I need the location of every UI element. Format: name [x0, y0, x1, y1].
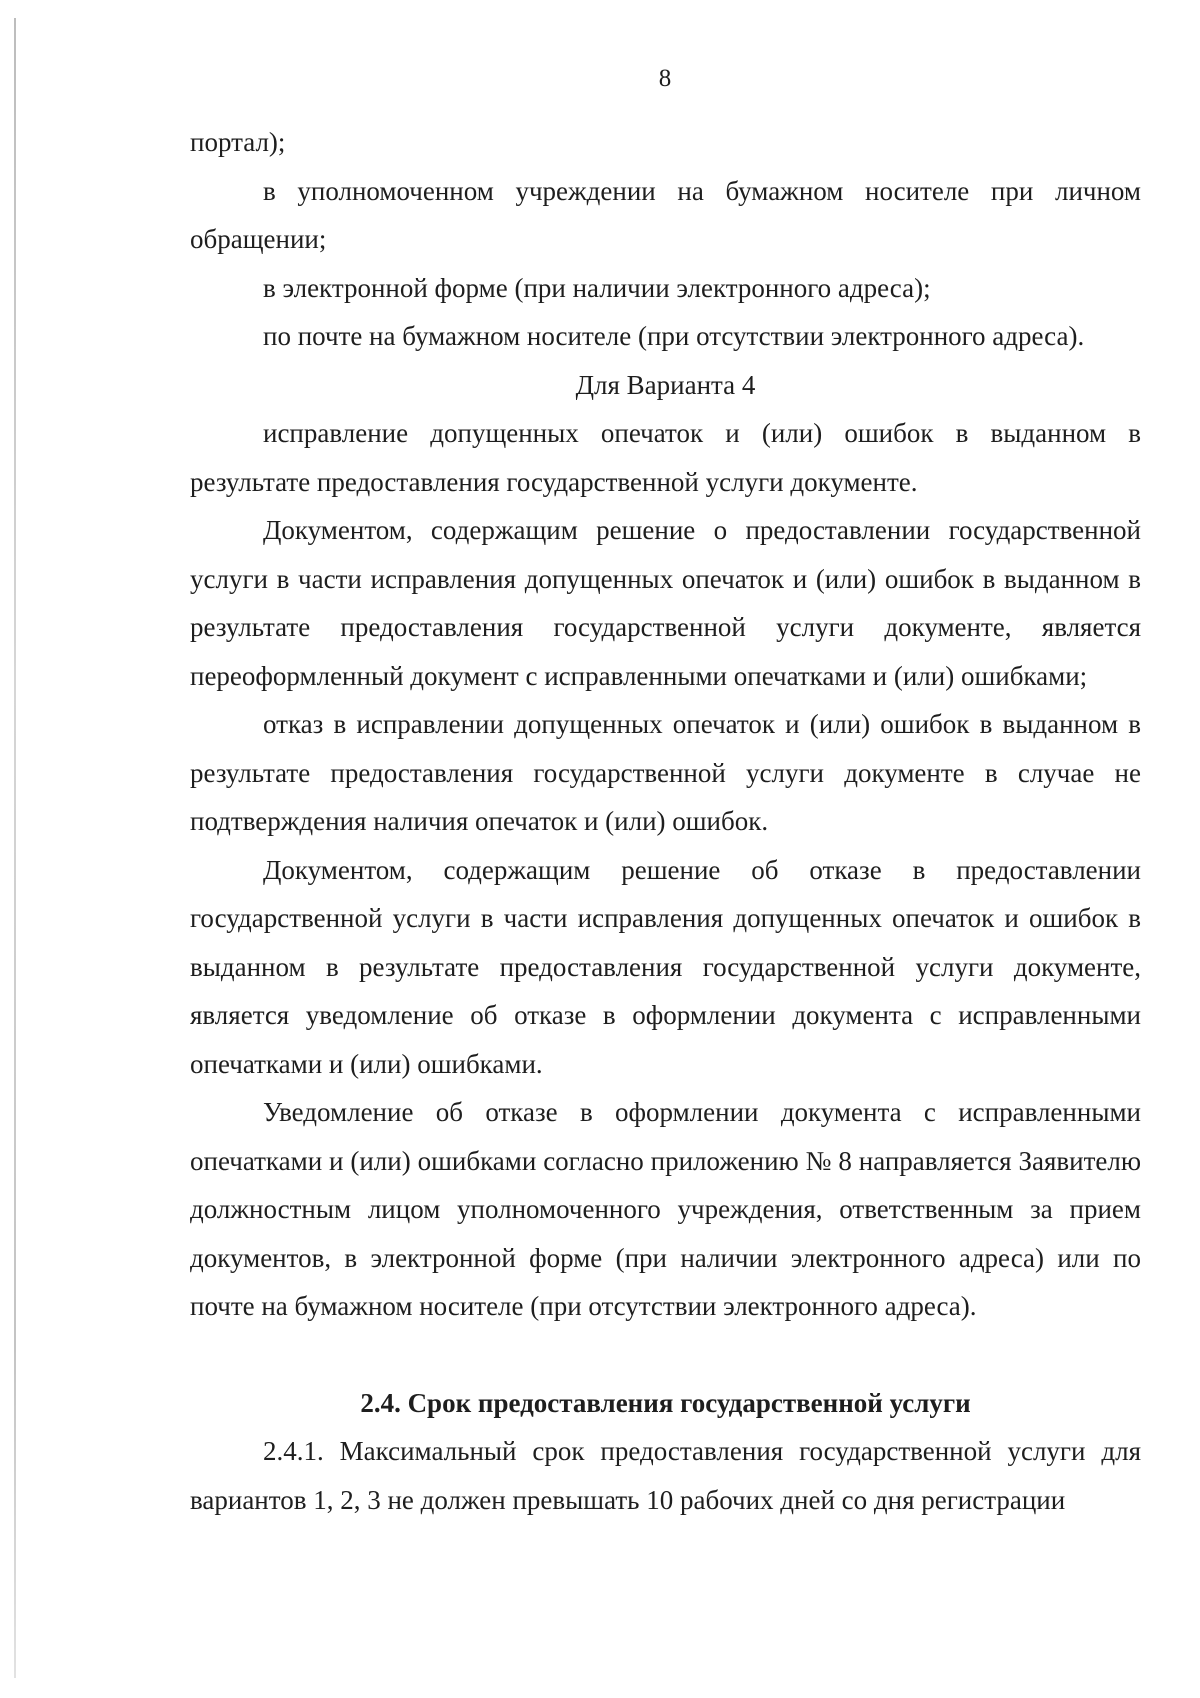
paragraph-electronic-form: в электронной форме (при наличии электронного адреса); — [263, 272, 931, 303]
paragraph-refusal: отказ в исправлении допущенных опечаток и (или) ошибок в выданном в результате предоставления государственной услуги документе в случае не подтверждения наличия опечаток и (или) ошибок. — [190, 709, 1141, 836]
variant-title: Для Варианта 4 — [575, 369, 756, 400]
paragraph-portal: портал); — [190, 127, 286, 157]
scan-edge — [14, 18, 16, 1678]
paragraph-refusal-document: Документом, содержащим решение об отказе в предоставлении государственной услуги в части исправления допущенных опечаток и ошибок в выданном в результате предоставления государственной услуги документе, является уведомление об отказе в оформлении документа с исправленными опечатками и (или) ошибками. — [190, 854, 1141, 1079]
page-number: 8 — [658, 65, 672, 92]
paragraph-decision-document: Документом, содержащим решение о предоставлении государственной услуги в части исправления допущенных опечаток и (или) ошибок в выданном в результате предоставления государственной услуги документе, является переоформленный документ с исправленными опечатками и (или) ошибками; — [190, 515, 1141, 691]
paragraph-max-term: 2.4.1. Максимальный срок предоставления государственной услуги для вариантов 1, 2, 3 не должен превышать 10 рабочих дней со дня регистрации — [190, 1436, 1141, 1515]
paragraph-by-post: по почте на бумажном носителе (при отсутствии электронного адреса). — [263, 321, 1085, 351]
paragraph-in-institution: в уполномоченном учреждении на бумажном носителе при личном обращении; — [190, 175, 1141, 254]
document-body — [190, 118, 1141, 1524]
paragraph-notification: Уведомление об отказе в оформлении документа с исправленными опечатками и (или) ошибками согласно приложению № 8 направляется Заявителю должностным лицом уполномоченного учреждения, ответственным за прием документов, в электронной форме (при наличии электронного адреса) или по почте на бумажном носителе (при отсутствии электронного адреса). — [190, 1097, 1141, 1321]
paragraph-correction: исправление допущенных опечаток и (или) ошибок в выданном в результате предоставления государственной услуги документе. — [190, 418, 1141, 497]
section-heading: 2.4. Срок предоставления государственной услуги — [360, 1387, 971, 1418]
